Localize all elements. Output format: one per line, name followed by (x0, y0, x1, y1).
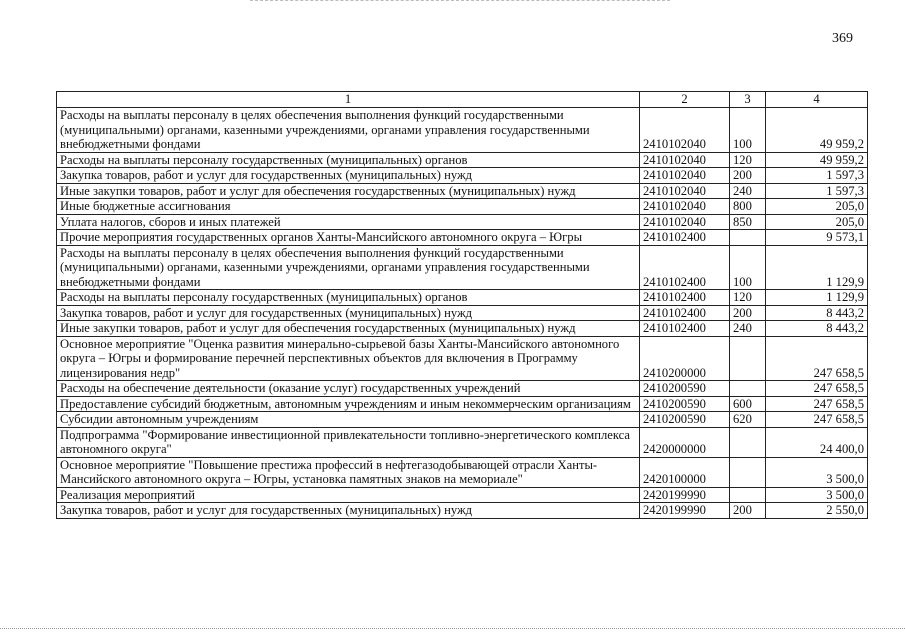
scan-top-edge (250, 0, 670, 2)
page-number: 369 (832, 31, 853, 46)
row-expense-group: 100 (730, 108, 766, 153)
row-expense-group: 200 (730, 168, 766, 184)
table-row (57, 336, 868, 381)
row-target-code: 2410102040 (640, 183, 730, 199)
table-row (57, 245, 868, 290)
row-amount: 247 658,5 (766, 396, 868, 412)
row-target-code: 2410102400 (640, 245, 730, 290)
row-expense-group: 800 (730, 199, 766, 215)
budget-table (56, 91, 868, 519)
row-target-code: 2410102040 (640, 199, 730, 215)
row-description: Иные закупки товаров, работ и услуг для обеспечения государственных (муниципальных) нужд (57, 321, 640, 337)
row-amount: 8 443,2 (766, 305, 868, 321)
table-row (57, 457, 868, 487)
row-amount: 247 658,5 (766, 336, 868, 381)
row-expense-group (730, 487, 766, 503)
row-target-code: 2410200590 (640, 381, 730, 397)
row-target-code: 2410200590 (640, 412, 730, 428)
row-description: Подпрограмма "Формирование инвестиционной привлекательности топливно-энергетического комплекса автономного округа" (57, 427, 640, 457)
row-description: Прочие мероприятия государственных органов Ханты-Мансийского автономного округа – Югры (57, 230, 640, 246)
row-expense-group (730, 230, 766, 246)
row-description: Основное мероприятие "Оценка развития минерально-сырьевой базы Ханты-Мансийского автономного округа – Югры и формирование перечней перспективных объектов для включения в Программу лицензирования недр" (57, 336, 640, 381)
scan-bottom-edge (0, 628, 905, 630)
row-expense-group: 240 (730, 183, 766, 199)
row-description: Основное мероприятие "Повышение престижа профессий в нефтегазодобывающей отрасли Ханты-Мансийского автономного округа – Югры, установка памятных знаков на мемориале" (57, 457, 640, 487)
row-amount: 247 658,5 (766, 412, 868, 428)
row-description: Закупка товаров, работ и услуг для государственных (муниципальных) нужд (57, 305, 640, 321)
row-amount: 247 658,5 (766, 381, 868, 397)
row-description: Реализация мероприятий (57, 487, 640, 503)
row-expense-group: 850 (730, 214, 766, 230)
row-amount: 3 500,0 (766, 457, 868, 487)
row-amount: 49 959,2 (766, 152, 868, 168)
row-target-code: 2410102400 (640, 290, 730, 306)
row-target-code: 2410102040 (640, 108, 730, 153)
row-target-code: 2420000000 (640, 427, 730, 457)
header-col-3: 3 (730, 92, 766, 108)
row-expense-group: 620 (730, 412, 766, 428)
table-row (57, 168, 868, 184)
header-col-4: 4 (766, 92, 868, 108)
row-expense-group: 240 (730, 321, 766, 337)
table-row (57, 108, 868, 153)
row-description: Уплата налогов, сборов и иных платежей (57, 214, 640, 230)
table-row (57, 503, 868, 519)
row-target-code: 2410200590 (640, 396, 730, 412)
row-description: Расходы на обеспечение деятельности (оказание услуг) государственных учреждений (57, 381, 640, 397)
row-description: Иные бюджетные ассигнования (57, 199, 640, 215)
row-amount: 24 400,0 (766, 427, 868, 457)
row-amount: 8 443,2 (766, 321, 868, 337)
row-target-code: 2410102400 (640, 305, 730, 321)
row-expense-group: 120 (730, 290, 766, 306)
row-amount: 1 129,9 (766, 245, 868, 290)
table-row (57, 412, 868, 428)
table-row (57, 199, 868, 215)
header-col-2: 2 (640, 92, 730, 108)
row-target-code: 2410102040 (640, 168, 730, 184)
row-expense-group (730, 381, 766, 397)
table-row (57, 305, 868, 321)
row-target-code: 2410200000 (640, 336, 730, 381)
table-row (57, 487, 868, 503)
row-amount: 205,0 (766, 214, 868, 230)
row-expense-group: 120 (730, 152, 766, 168)
row-description: Расходы на выплаты персоналу государственных (муниципальных) органов (57, 152, 640, 168)
table-row (57, 427, 868, 457)
row-target-code: 2420199990 (640, 503, 730, 519)
table-header-row (57, 92, 868, 108)
row-amount: 205,0 (766, 199, 868, 215)
table-row (57, 183, 868, 199)
row-description: Закупка товаров, работ и услуг для государственных (муниципальных) нужд (57, 503, 640, 519)
row-description: Расходы на выплаты персоналу государственных (муниципальных) органов (57, 290, 640, 306)
row-expense-group: 200 (730, 503, 766, 519)
row-amount: 1 597,3 (766, 168, 868, 184)
row-amount: 1 129,9 (766, 290, 868, 306)
row-description: Расходы на выплаты персоналу в целях обеспечения выполнения функций государственными (муниципальными) органами, казенными учреждениями, органами управления государственными внебюджетными фондами (57, 245, 640, 290)
row-target-code: 2410102040 (640, 214, 730, 230)
row-expense-group (730, 427, 766, 457)
table-body (57, 108, 868, 519)
row-amount: 2 550,0 (766, 503, 868, 519)
row-target-code: 2420100000 (640, 457, 730, 487)
header-col-1: 1 (57, 92, 640, 108)
table-row (57, 230, 868, 246)
row-description: Иные закупки товаров, работ и услуг для обеспечения государственных (муниципальных) нужд (57, 183, 640, 199)
table-row (57, 214, 868, 230)
row-target-code: 2410102400 (640, 230, 730, 246)
row-target-code: 2410102400 (640, 321, 730, 337)
table-row (57, 381, 868, 397)
row-description: Предоставление субсидий бюджетным, автономным учреждениям и иным некоммерческим организациям (57, 396, 640, 412)
row-amount: 49 959,2 (766, 108, 868, 153)
row-expense-group: 100 (730, 245, 766, 290)
row-target-code: 2410102040 (640, 152, 730, 168)
table-row (57, 290, 868, 306)
row-expense-group (730, 336, 766, 381)
table-row (57, 321, 868, 337)
row-amount: 1 597,3 (766, 183, 868, 199)
row-expense-group (730, 457, 766, 487)
row-description: Расходы на выплаты персоналу в целях обеспечения выполнения функций государственными (муниципальными) органами, казенными учреждениями, органами управления государственными внебюджетными фондами (57, 108, 640, 153)
row-expense-group: 200 (730, 305, 766, 321)
row-amount: 3 500,0 (766, 487, 868, 503)
row-target-code: 2420199990 (640, 487, 730, 503)
row-amount: 9 573,1 (766, 230, 868, 246)
row-description: Закупка товаров, работ и услуг для государственных (муниципальных) нужд (57, 168, 640, 184)
row-expense-group: 600 (730, 396, 766, 412)
table-row (57, 152, 868, 168)
row-description: Субсидии автономным учреждениям (57, 412, 640, 428)
table-row (57, 396, 868, 412)
